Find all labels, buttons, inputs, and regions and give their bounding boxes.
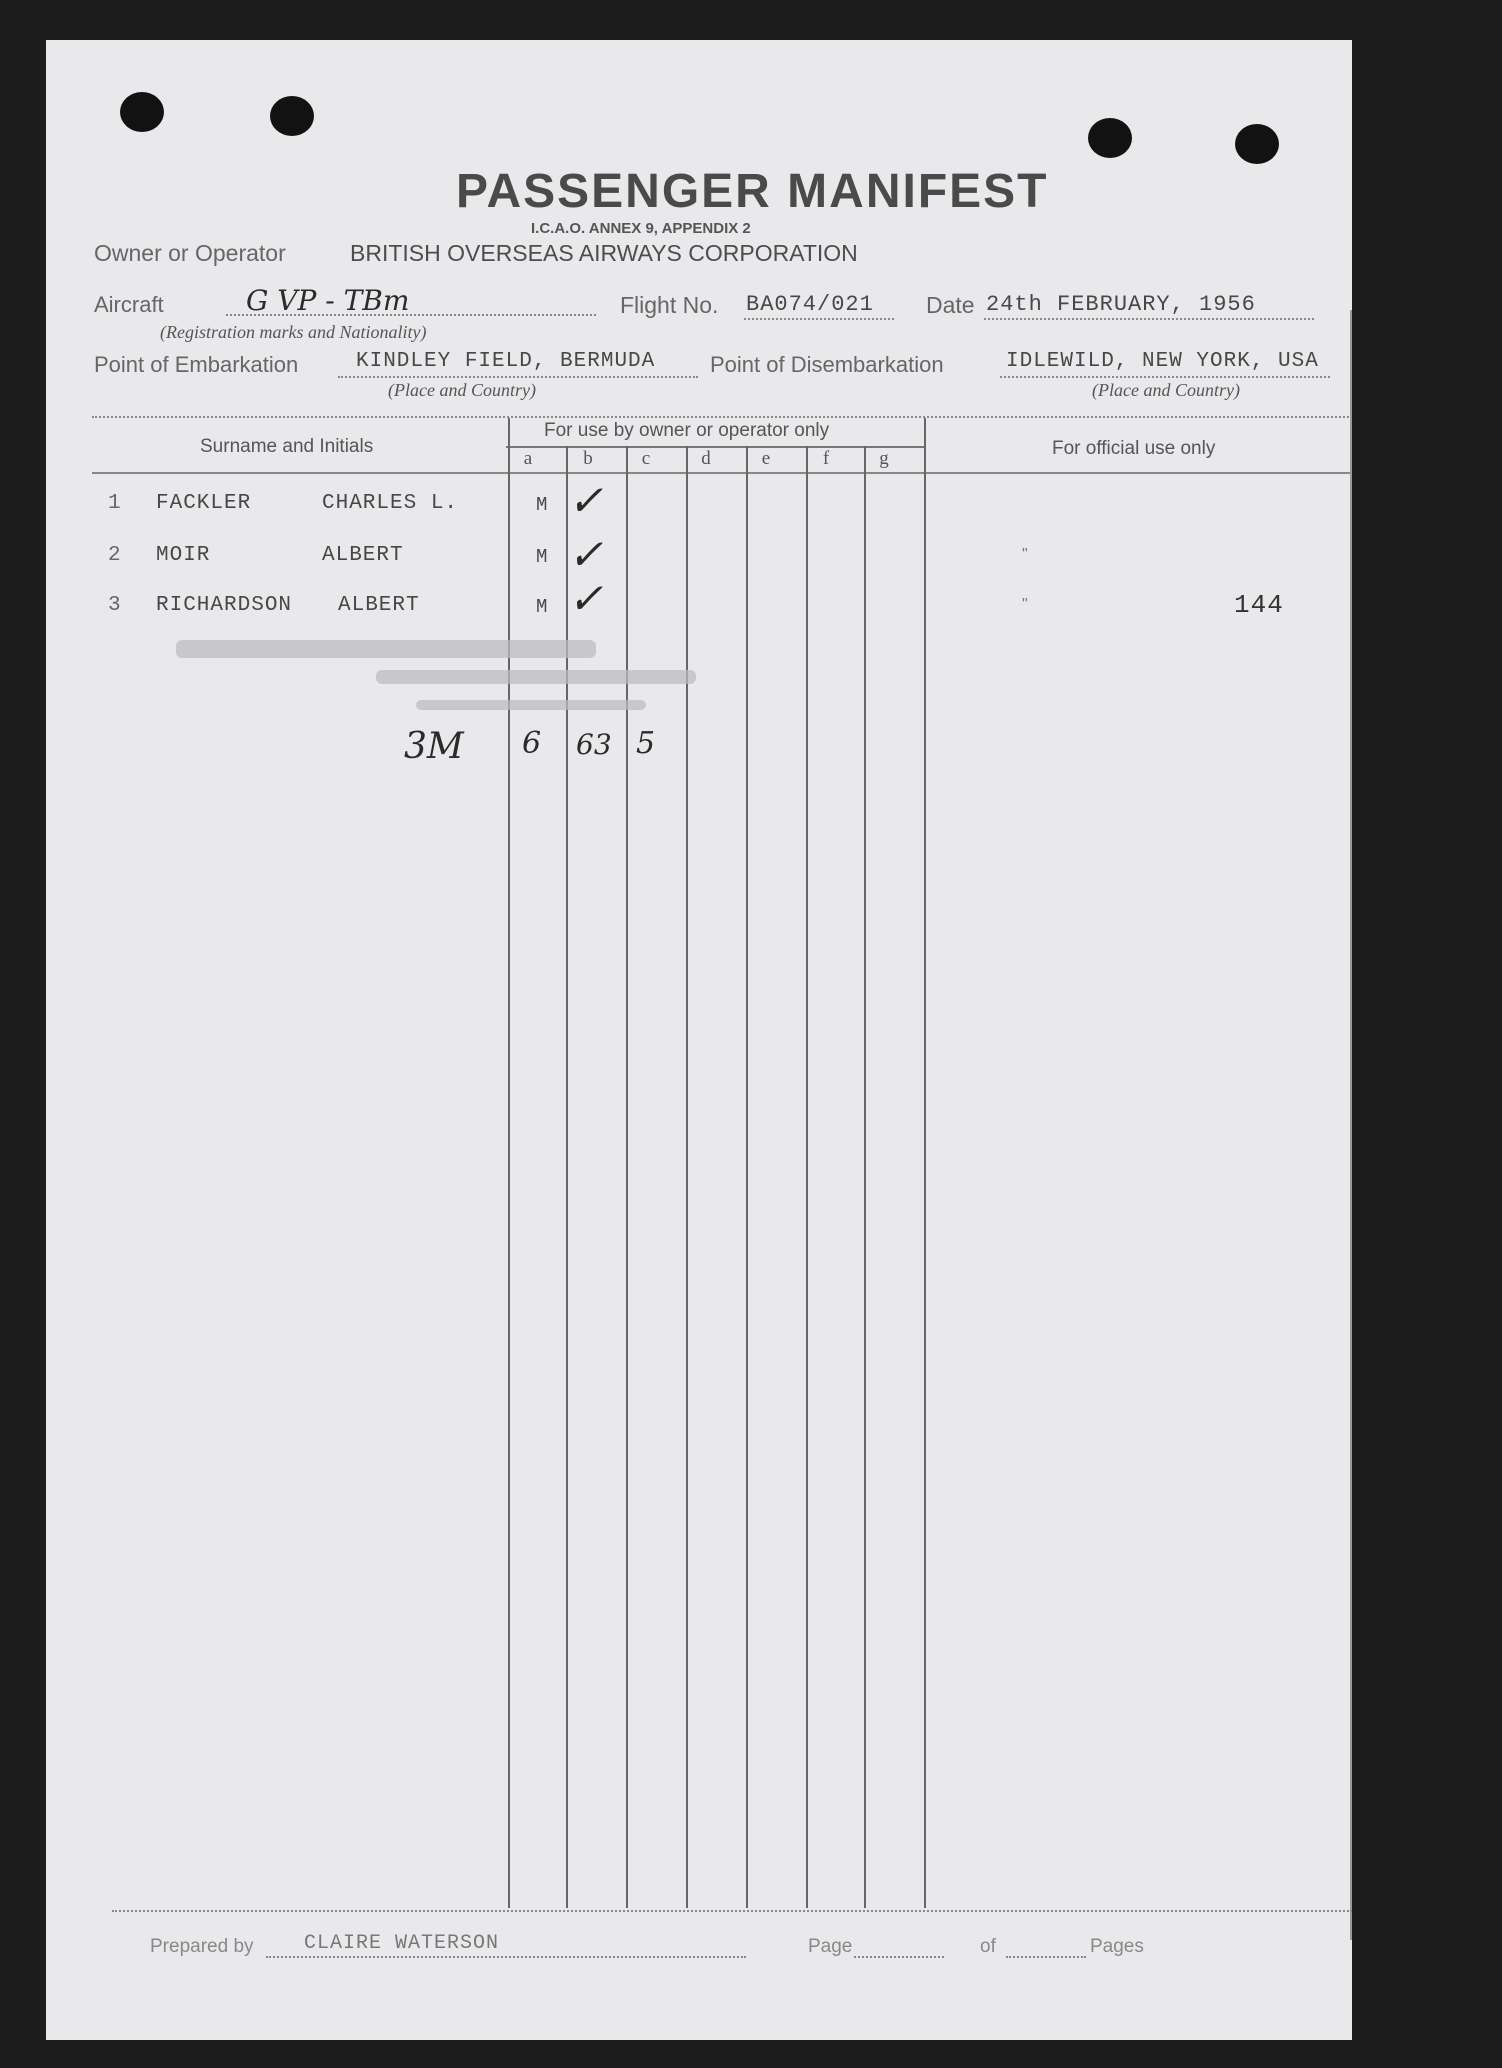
column-header-c: c <box>641 448 651 469</box>
manifest-page <box>46 40 1352 2040</box>
checkmark: ✓ <box>568 530 604 579</box>
prepared-by-underline <box>266 1956 746 1958</box>
footer-border <box>112 1910 1352 1912</box>
row-number: 3 <box>108 594 122 617</box>
prepared-by-label: Prepared by <box>150 1936 254 1957</box>
table-top-border <box>92 416 1352 418</box>
page-label: Page <box>808 1936 853 1957</box>
column-header-a: a <box>523 448 533 469</box>
aircraft-note: (Registration marks and Nationality) <box>160 322 427 342</box>
checkmark: ✓ <box>568 574 604 623</box>
embarkation-label: Point of Embarkation <box>94 352 299 377</box>
column-header-d: d <box>701 448 711 469</box>
passenger-surname: MOIR <box>156 544 211 567</box>
passenger-sex: M <box>536 596 549 618</box>
aircraft-value: G VP - TBm <box>246 284 410 317</box>
disembarkation-underline <box>1000 376 1330 378</box>
owner-value: BRITISH OVERSEAS AIRWAYS CORPORATION <box>350 240 858 266</box>
ditto-mark: " <box>1022 546 1028 563</box>
punch-hole-top-right-1 <box>1088 118 1132 158</box>
passenger-first-name: CHARLES L. <box>322 492 459 515</box>
embarkation-note: (Place and Country) <box>388 380 536 400</box>
aircraft-underline <box>226 314 596 316</box>
punch-hole-top-left-1 <box>120 92 164 132</box>
of-label: of <box>980 1936 996 1957</box>
punch-hole-top-right-2 <box>1235 124 1279 164</box>
column-header-f: f <box>822 448 830 469</box>
page-right-rule <box>1350 310 1352 1940</box>
column-header-g: g <box>879 448 889 469</box>
passenger-first-name: ALBERT <box>338 594 420 617</box>
flight-underline <box>744 318 894 320</box>
punch-hole-top-left-2 <box>270 96 314 136</box>
passenger-sex: M <box>536 546 549 568</box>
owner-use-header: For use by owner or operator only <box>544 420 830 441</box>
passenger-surname: RICHARDSON <box>156 594 293 617</box>
surname-header: Surname and Initials <box>200 436 374 457</box>
page-title: PASSENGER MANIFEST <box>456 165 1049 218</box>
embarkation-value: KINDLEY FIELD, BERMUDA <box>356 350 656 373</box>
column-rule <box>566 446 568 1908</box>
date-underline <box>984 318 1314 320</box>
tally-column-a: 6 <box>522 726 542 761</box>
smudge-mark <box>376 670 696 684</box>
column-rule <box>686 446 688 1908</box>
column-rule <box>924 418 926 1908</box>
tally-total: 3M <box>404 726 464 767</box>
passenger-surname: FACKLER <box>156 492 252 515</box>
column-rule <box>806 446 808 1908</box>
column-header-e: e <box>761 448 771 469</box>
column-rule <box>746 446 748 1908</box>
official-use-header: For official use only <box>1052 438 1216 459</box>
column-header-b: b <box>583 448 593 469</box>
aircraft-label: Aircraft <box>94 292 164 317</box>
tally-column-b: 63 <box>576 728 612 761</box>
date-label: Date <box>926 292 975 318</box>
owner-label: Owner or Operator <box>94 240 286 266</box>
passenger-sex: M <box>536 494 549 516</box>
disembarkation-label: Point of Disembarkation <box>710 352 944 377</box>
official-number: 144 <box>1234 590 1284 620</box>
disembarkation-value: IDLEWILD, NEW YORK, USA <box>1006 350 1319 373</box>
prepared-by-value: CLAIRE WATERSON <box>304 1932 500 1955</box>
pages-label: Pages <box>1090 1936 1144 1957</box>
smudge-mark <box>176 640 596 658</box>
passenger-first-name: ALBERT <box>322 544 404 567</box>
page-number-underline <box>854 1956 944 1958</box>
table-header-border <box>92 472 1352 474</box>
disembarkation-note: (Place and Country) <box>1092 380 1240 400</box>
ditto-mark: " <box>1022 596 1028 613</box>
page-total-underline <box>1006 1956 1086 1958</box>
flight-label: Flight No. <box>620 292 719 318</box>
tally-column-c: 5 <box>636 726 656 761</box>
row-number: 2 <box>108 544 122 567</box>
embarkation-underline <box>338 376 698 378</box>
checkmark: ✓ <box>568 476 604 525</box>
smudge-mark <box>416 700 646 710</box>
flight-value: BA074/021 <box>746 292 874 317</box>
page-subtitle: I.C.A.O. ANNEX 9, APPENDIX 2 <box>531 220 751 237</box>
row-number: 1 <box>108 492 122 515</box>
column-rule <box>626 446 628 1908</box>
date-value: 24th FEBRUARY, 1956 <box>986 292 1256 317</box>
column-rule <box>864 446 866 1908</box>
